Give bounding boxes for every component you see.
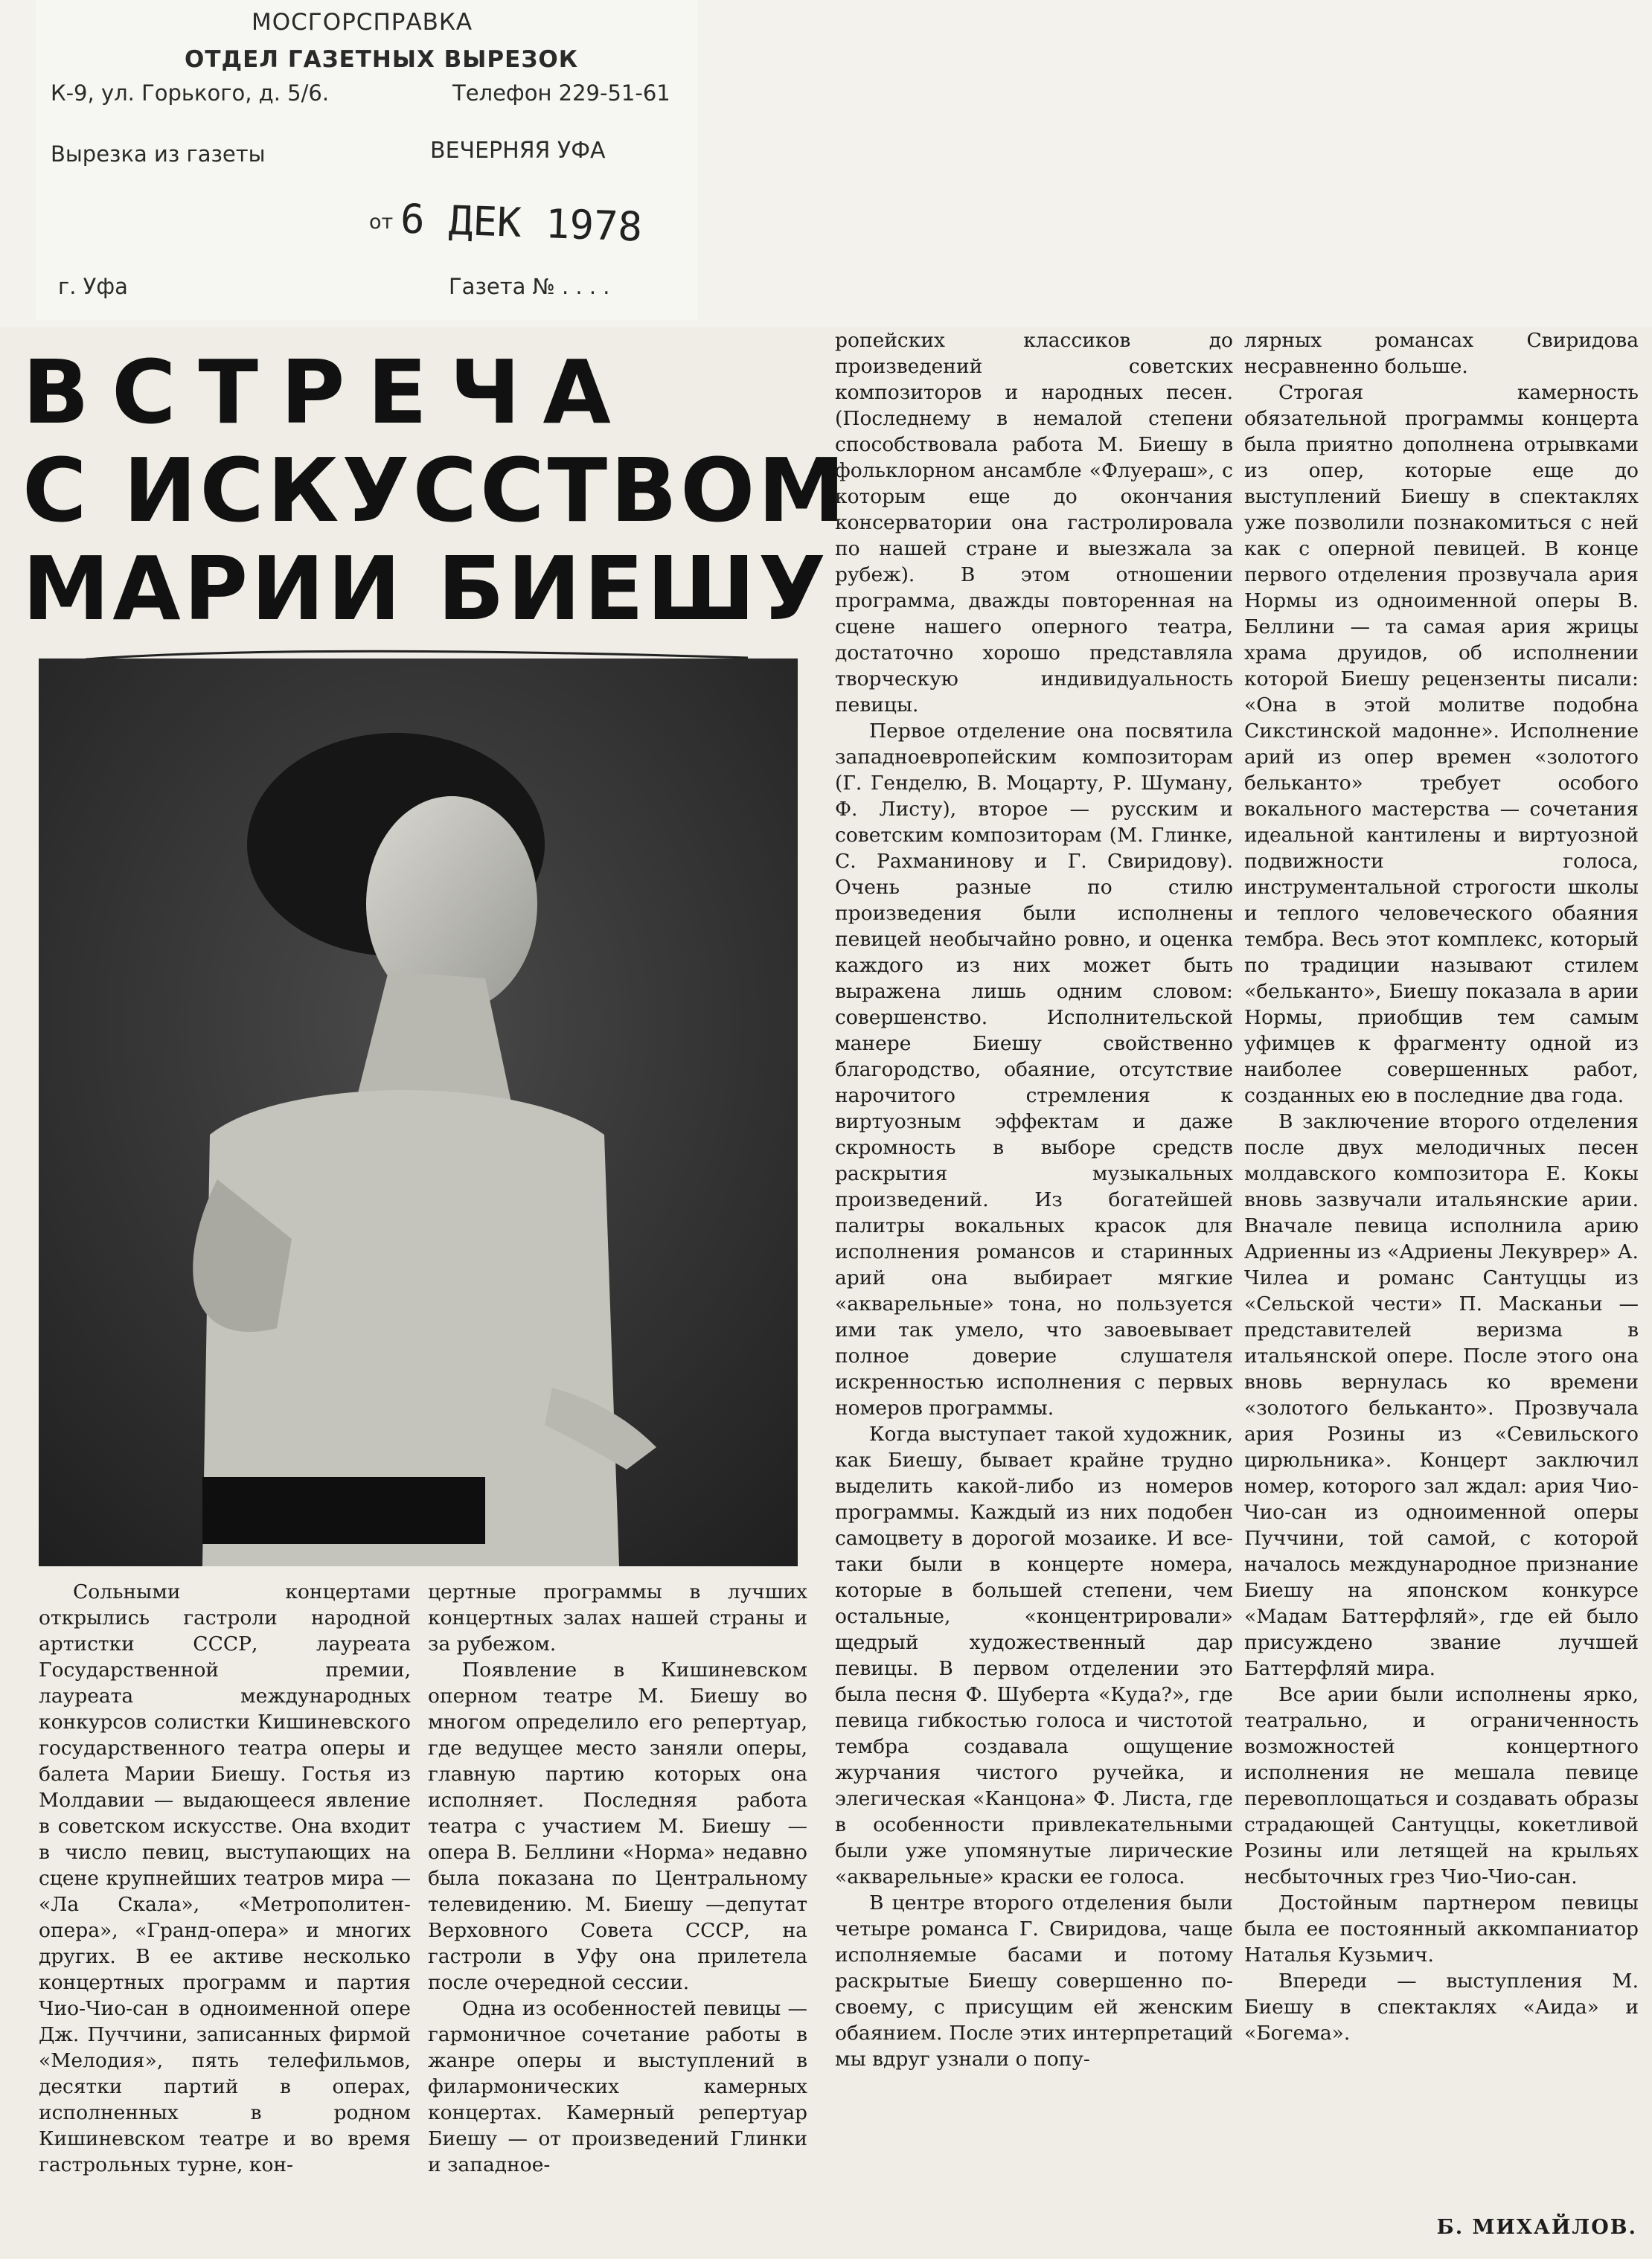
column-1 <box>39 1579 411 2241</box>
paragraph: лярных романсах Свиридова несравненно больше. <box>1244 329 1639 378</box>
paragraph: ропейских классиков до произведений советских композиторов и народных песен. (Последнему в немалой степени способствовала работа М. Биешу в фольклорном ансамбле «Флуераш», с которым еще до окончания консерватории она гастролировала по нашей стране и выезжала за рубеж). В этом отношении программа, дважды повторенная на сцене нашего оперного театра, достаточно хорошо представляла творческую индивидуальность певицы. <box>835 329 1233 717</box>
column-4 <box>1244 327 1639 2247</box>
paragraph: Впереди — выступления М. Биешу в спектаклях «Аида» и «Богема». <box>1244 1970 1639 2045</box>
paragraph: Сольными концертами открылись гастроли народной артистки СССР, лауреата Государственной премии, лауреата международных конкурсов солистки Кишиневского государственного театра оперы и балета Марии Биешу. Гостья из Молдавии — выдающееся явление в советском искусстве. Она входит в число певиц, выступающих на сцене крупнейших театров мира — «Ла Скала», «Метрополитен-опера», «Гранд-опера» и многих других. В ее активе несколько концертных программ и партия Чио-Чио-сан в одноименной опере Дж. Пуччини, записанных фирмой «Мелодия», пять телефильмов, десятки партий в операх, исполненных в родном Кишиневском театре и во время гастрольных турне, кон- <box>39 1580 411 2176</box>
paragraph: Первое отделение она посвятила западноевропейским композиторам (Г. Генделю, В. Моцарту, Р. Шуману, Ф. Листу), второе — русским и советским композиторам (М. Глинке, С. Рахманинову и Г. Свиридову). Очень разные по стилю произведения были исполнены певицей необычайно ровно, и оценка каждого из них может быть выражена лишь одним словом: совершенство. Исполнительской манере Биешу свойственно благородство, обаяние, отсутствие нарочитого стремления к виртуозным эффектам и даже скромность в выборе средств раскрытия музыкальных произведений. Из богатейшей палитры вокальных красок для исполнения романсов и старинных арий она выбирает мягкие «акварельные» тона, но пользуется ими так умело, что завоевывает полное доверие слушателя искренностью исполнения с первых номеров программы. <box>835 720 1233 1420</box>
headline-line-1: ВСТРЕЧА <box>22 341 633 443</box>
newspaper-clipping <box>0 327 1652 2259</box>
paragraph: Все арии были исполнены ярко, театрально, и ограниченность возможностей концертного исполнения не мешала певице перевоплощаться и создавать образы страдающей Сантуццы, кокетливой Розины или летящей на крыльях несбыточных грез Чио-Чио-сан. <box>1244 1683 1639 1888</box>
paragraph: цертные программы в лучших концертных залах нашей страны и за рубежом. <box>428 1580 807 1656</box>
paragraph: Появление в Кишиневском оперном театре М. Биешу во многом определило его репертуар, где ведущее место заняли оперы, главную партию которых она исполняет. Последняя работа театра с участием М. Биешу — опера В. Беллини «Норма» недавно была показана по Центральному телевидению. М. Биешу —депутат Верховного Совета СССР, на гастроли в Уфу она прилетела после очередной сессии. <box>428 1659 807 1994</box>
paragraph: В заключение второго отделения после двух мелодичных песен молдавского композитора Е. Кокы вновь зазвучали итальянские арии. Вначале певица исполнила арию Адриенны из «Адриены Лекуврер» А. Чилеа и романс Сантуццы из «Сельской чести» П. Масканьи —представителей веризма в итальянской опере. После этого она вновь вернулась ко времени «золотого бельканто». Прозвучала ария Розины из «Севильского цирюльника». Концерт заключил номер, которого зал ждал: ария Чио-Чио-сан из одноименной оперы Пуччини, той самой, с которой началось международное признание Биешу на японском конкурсе «Мадам Баттерфляй», где ей было присуждено звание лучшей Баттерфляй мира. <box>1244 1110 1639 1680</box>
agency-name: МОСГОРСПРАВКА <box>252 9 473 36</box>
paragraph: Достойным партнером певицы была ее постоянный аккомпаниатор Наталья Кузьмич. <box>1244 1891 1639 1967</box>
issue-number: Газета № . . . . <box>449 274 610 299</box>
article-body <box>0 327 1652 2259</box>
column-3 <box>835 327 1233 2247</box>
column-2 <box>428 1579 807 2241</box>
paragraph: Когда выступает такой художник, как Биешу, бывает крайне трудно выделить какой-либо из номеров программы. Каждый из них подобен самоцвету в дорогой мозаике. И все-таки были в концерте номера, которые в большей степени, чем остальные, «концентрировали» щедрый художественный дар певицы. В первом отделении это была песня Ф. Шуберта «Куда?», где певица гибкостью голоса и чистотой тембра создавала ощущение журчания чистого ручейка, и элегическая «Канцона» Ф. Листа, где в особенности привлекательными были уже упомянутые лирические «акварельные» краски ее голоса. <box>835 1423 1233 1888</box>
newspaper-name: ВЕЧЕРНЯЯ УФА <box>430 138 606 164</box>
clipping-service-label <box>36 0 698 320</box>
headline-line-3: МАРИИ БИЕШУ <box>22 537 829 640</box>
author-signature: Б. МИХАЙЛОВ. <box>1436 2216 1637 2239</box>
paragraph: Одна из особенностей певицы — гармоничное сочетание работы в жанре оперы и выступлений в филармонических камерных концертах. Камерный репертуар Биешу — от произведений Глинки и западное- <box>428 1997 807 2176</box>
date-prefix: от <box>369 211 394 234</box>
headline-line-2: С ИСКУССТВОМ <box>22 439 848 542</box>
date-stamp: 6 ДЕК 1978 <box>399 195 644 251</box>
address: К-9, ул. Горького, д. 5/6. <box>51 80 330 106</box>
city: г. Уфа <box>58 274 128 299</box>
paragraph: В центре второго отделения были четыре романса Г. Свиридова, чаще исполняемые басами и потому раскрытые Биешу совершенно по-своему, с присущим ей женским обаянием. После этих интерпретаций мы вдруг узнали о попу- <box>835 1891 1233 2071</box>
paragraph: Строгая камерность обязательной программы концерта была приятно дополнена отрывками из опер, которые еще до выступлений Биешу в спектаклях уже позволили познакомиться с ней как с оперной певицей. В конце первого отделения прозвучала ария Нормы из одноименной оперы В. Беллини — та самая ария жрицы храма друидов, об исполнении которой Биешу рецензенты писали: «Она в этой молитве подобна Сикстинской мадонне». Исполнение арий из опер времен «золотого бельканто» требует особого вокального мастерства — сочетания идеальной кантилены и виртуозной подвижности голоса, инструментальной строгости школы и теплого человеческого обаяния тембра. Весь этот комплекс, который по традиции называют стилем «бельканто», Биешу показала в арии Нормы, приобщив тем самым уфимцев к фрагменту одной из наиболее совершенных работ, созданных ею в последние два года. <box>1244 381 1639 1107</box>
clipping-from-label: Вырезка из газеты <box>51 141 266 167</box>
department-name: ОТДЕЛ ГАЗЕТНЫХ ВЫРЕЗОК <box>185 46 579 73</box>
phone: Телефон 229-51-61 <box>452 80 670 106</box>
